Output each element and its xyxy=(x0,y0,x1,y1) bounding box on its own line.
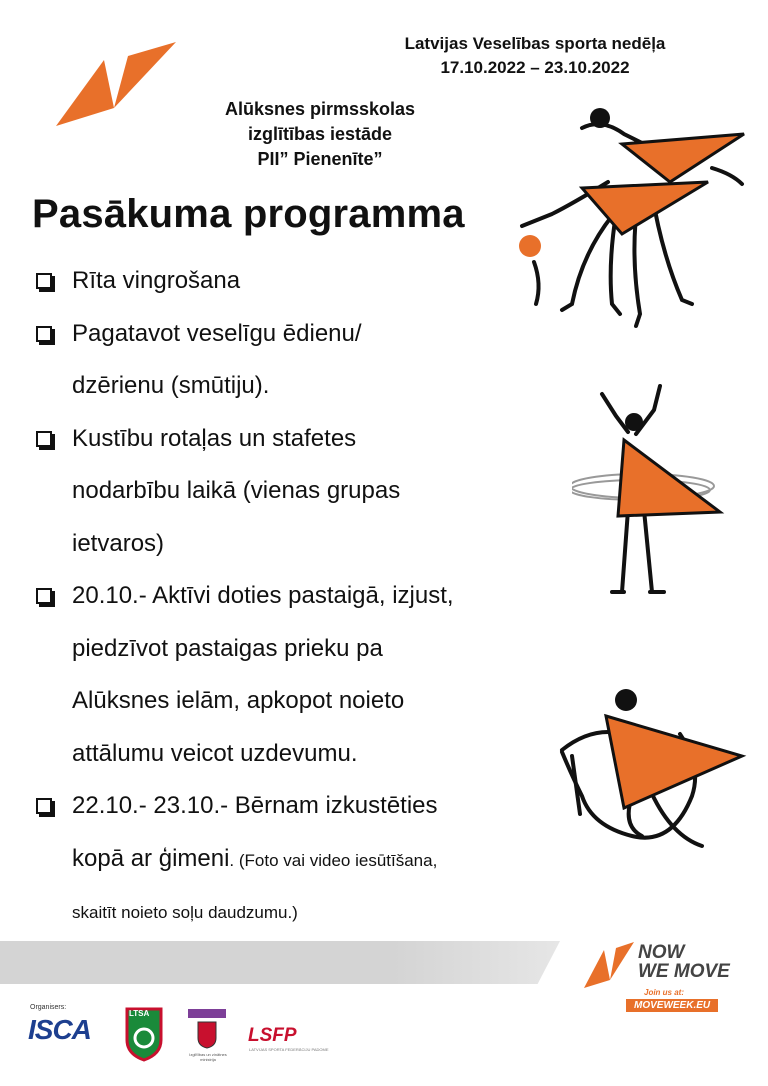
program-list xyxy=(34,255,564,940)
ltsa-label: LTSA xyxy=(129,1009,150,1018)
checkbox-icon xyxy=(36,273,52,289)
hula-hoop-figure-illustration xyxy=(572,380,732,600)
event-title: Latvijas Veselības sporta nedēļa 17.10.2022 – 23.10.2022 xyxy=(404,34,666,77)
ministry-flag xyxy=(188,1009,226,1018)
now-we-move-icon xyxy=(582,940,636,992)
now-we-move-logo: NOW WE MOVE Join us at: MOVEWEEK.EU xyxy=(582,936,742,1016)
list-item: Pagatavot veselīgu ēdienu/ dzērienu (smūtiju). xyxy=(34,308,564,413)
organisers-label: Organisers: xyxy=(30,1004,67,1011)
footer-band xyxy=(0,941,560,984)
checkbox-icon xyxy=(36,431,52,447)
list-item: Kustību rotaļas un stafetes nodarbību laikā (vienas grupas ietvaros) xyxy=(34,413,564,571)
checkbox-icon xyxy=(36,588,52,604)
lsfp-logo: LSFP xyxy=(248,1025,297,1046)
school-name: Alūksnes pirmsskolas izglītības iestāde PII” Pienenīte” xyxy=(224,99,416,169)
coat-of-arms-icon xyxy=(196,1020,218,1050)
isca-logo: ISCA xyxy=(28,1014,91,1045)
ministry-label: Izglītības un zinātnes ministrija xyxy=(189,1052,227,1062)
lsfp-subtitle: LATVIJAS SPORTA FEDERĀCIJU PADOME xyxy=(249,1047,329,1052)
list-item: 20.10.- Aktīvi doties pastaigā, izjust, piedzīvot pastaigas prieku pa Alūksnes ielām, apkopot noieto attālumu veicot uzdevumu. xyxy=(34,570,564,780)
list-item: 22.10.- 23.10.- Bērnam izkustēties kopā ar ģimeni. (Foto vai video iesūtīšana, skaitīt noieto soļu daudzumu.) xyxy=(34,780,564,940)
running-figures-illustration xyxy=(512,104,752,334)
list-item: Rīta vingrošana xyxy=(34,255,564,308)
checkbox-icon xyxy=(36,326,52,342)
checkbox-icon xyxy=(36,798,52,814)
page-title: Pasākuma programma xyxy=(32,192,465,236)
moveweek-link[interactable]: MOVEWEEK.EU xyxy=(626,999,718,1012)
jump-rope-figure-illustration xyxy=(552,686,752,866)
